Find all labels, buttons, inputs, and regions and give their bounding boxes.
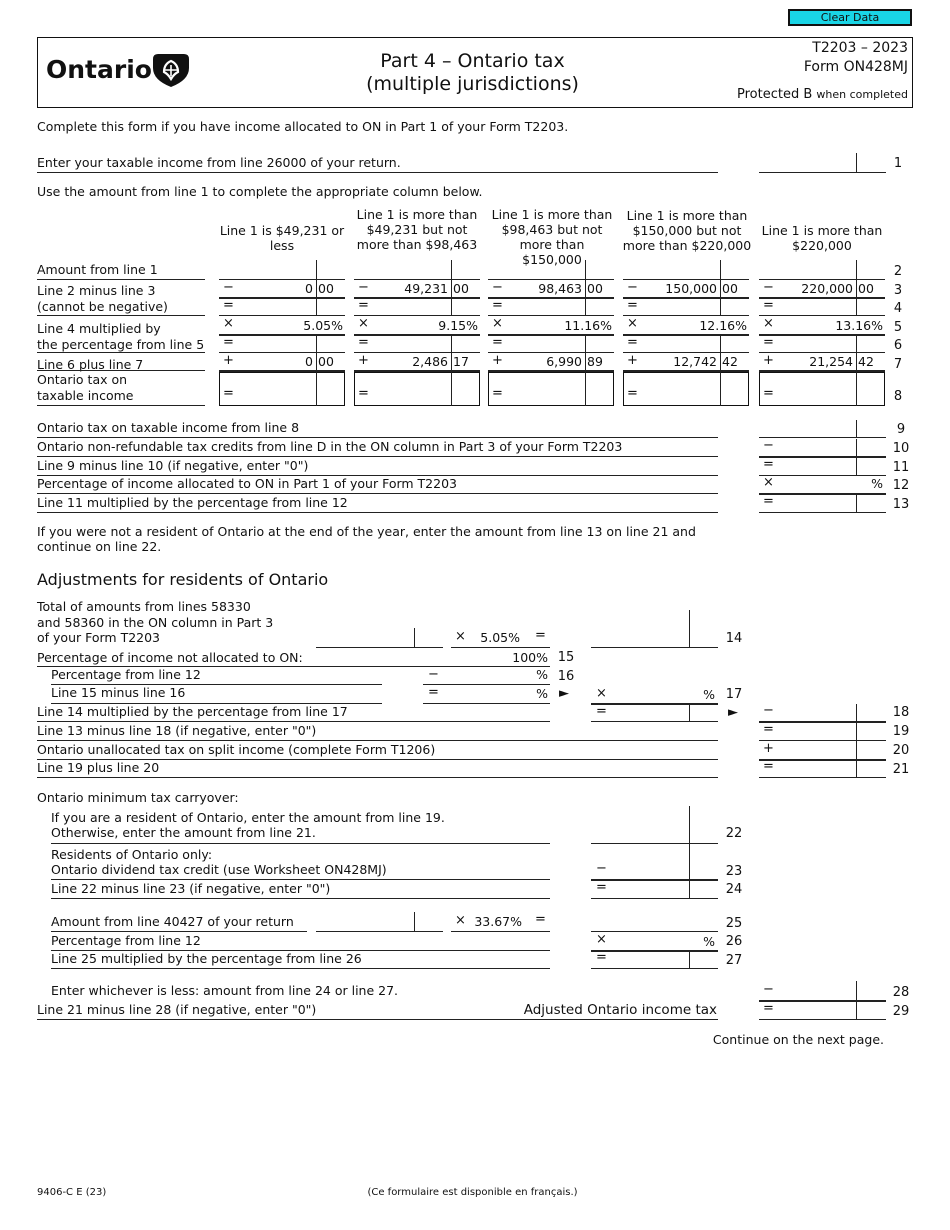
line11-operator: = (763, 457, 774, 472)
line21-field[interactable] (759, 777, 886, 778)
col3-line3-dollars: 98,463 (538, 281, 582, 296)
col2-line7-cents: 17 (453, 354, 469, 369)
col1-line4-cents-divider (316, 298, 317, 315)
line14-input-field[interactable] (316, 647, 443, 648)
line18-number: 18 (892, 705, 910, 720)
col3-line8-box[interactable] (488, 372, 614, 406)
line20-field[interactable] (759, 759, 886, 761)
col5-line3-cents: 00 (858, 281, 874, 296)
line22-divider (689, 806, 690, 843)
line9-field[interactable] (759, 437, 886, 438)
line28-minus: − (763, 982, 774, 997)
row7-underline (37, 370, 205, 371)
line9-label: Ontario tax on taxable income from line 8 (37, 420, 300, 435)
line9-divider (856, 420, 857, 437)
line20-plus: + (763, 741, 774, 756)
line17-label: Line 15 minus line 16 (51, 685, 186, 700)
col1-line3-cents-divider (316, 280, 317, 297)
line12-percent: % (871, 476, 883, 491)
col2-line6-cents-divider (451, 335, 452, 352)
line17-percent-2: % (703, 687, 715, 702)
col5-line4-cents-divider (856, 298, 857, 315)
col3-line2-field[interactable] (488, 279, 614, 280)
line10-operator: − (763, 438, 774, 453)
footer-french-note: (Ce formulaire est disponible en français.) (367, 1187, 578, 1198)
line24-equals: = (596, 880, 607, 895)
line28-field[interactable] (759, 1000, 886, 1002)
line20-divider (856, 741, 857, 759)
col3-line7-cents: 89 (587, 354, 603, 369)
line17-percent: % (536, 686, 548, 701)
col2-line8-box[interactable] (354, 372, 480, 406)
line22-label-1: If you are a resident of Ontario, enter the amount from line 19. (51, 810, 445, 825)
line29-divider (856, 1001, 857, 1019)
col3-line3-cents-divider (585, 280, 586, 297)
col4-line8-cents-divider (720, 372, 721, 406)
line17-field (423, 703, 550, 704)
col1-line5-rate: 5.05% (303, 318, 343, 333)
line14-number: 14 (725, 631, 743, 646)
protected-status (660, 87, 908, 102)
row6-underline (37, 352, 205, 353)
line3-number: 3 (893, 283, 903, 298)
col1-line3-operator: − (223, 280, 234, 295)
col5-line7-dollars: 21,254 (809, 354, 853, 369)
column-2-title: Line 1 is more than $49,231 but not more than $98,463 (356, 207, 478, 252)
line19-field[interactable] (759, 740, 886, 741)
col4-line4-cents-divider (720, 298, 721, 315)
line12-operator: × (763, 475, 774, 490)
line17-number: 17 (725, 687, 743, 702)
line1-underline (37, 172, 718, 173)
line17-equals: = (428, 685, 439, 700)
col4-line3-dollars: 150,000 (665, 281, 717, 296)
line10-underline (37, 456, 718, 457)
column-5-title: Line 1 is more than $220,000 (761, 223, 883, 253)
col2-line3-operator: − (358, 280, 369, 295)
col5-line3-field (759, 297, 885, 299)
col3-line3-operator: − (492, 280, 503, 295)
col2-line8-equals: = (358, 386, 369, 401)
line26-number: 26 (725, 934, 743, 949)
col1-line3-field (219, 297, 345, 299)
line1-label: Enter your taxable income from line 26000 of your return. (37, 155, 401, 170)
line16-number: 16 (557, 669, 575, 684)
line15-label: Percentage of income not allocated to ON: (37, 650, 303, 665)
col5-line8-cents-divider (856, 372, 857, 406)
col4-line5-rate: 12.16% (699, 318, 747, 333)
line18-field[interactable] (759, 721, 886, 723)
col5-line8-equals: = (763, 386, 774, 401)
line28-number: 28 (892, 985, 910, 1000)
row4-underline (37, 315, 205, 316)
line14-equals: = (535, 628, 546, 643)
line25-rate: 33.67% (474, 914, 522, 929)
col5-line8-box[interactable] (759, 372, 885, 406)
line10-divider (856, 439, 857, 456)
row2-label: Amount from line 1 (37, 262, 158, 277)
line28-label: Enter whichever is less: amount from line 24 or line 27. (51, 983, 399, 998)
line17-arrow-icon: ► (559, 686, 569, 701)
col2-line6-field[interactable] (354, 352, 480, 353)
row3-label: Line 2 minus line 3 (37, 283, 156, 298)
col3-line5-field (488, 334, 614, 336)
col2-line3-dollars: 49,231 (404, 281, 448, 296)
line25-underline (51, 931, 307, 932)
row4-label: (cannot be negative) (37, 299, 168, 314)
col1-line8-cents-divider (316, 372, 317, 406)
line7-number: 7 (893, 357, 903, 372)
col5-line6-field[interactable] (759, 352, 885, 353)
col1-line7-operator: + (223, 353, 234, 368)
line27-number: 27 (725, 953, 743, 968)
line29-number: 29 (892, 1004, 910, 1019)
line28-divider (856, 981, 857, 1000)
line10-field[interactable] (759, 456, 886, 458)
line23-divider (689, 844, 690, 879)
line24-field[interactable] (591, 898, 718, 899)
col3-line7-cents-divider (585, 353, 586, 370)
line1-number: 1 (893, 156, 903, 171)
row2-underline (37, 279, 205, 280)
line12-label: Percentage of income allocated to ON in Part 1 of your Form T2203 (37, 476, 457, 491)
line15-number: 15 (557, 650, 575, 665)
col1-line6-field[interactable] (219, 352, 345, 353)
line23-underline (51, 879, 550, 880)
col4-line6-cents-divider (720, 335, 721, 352)
col5-line3-operator: − (763, 280, 774, 295)
line18-minus: − (763, 703, 774, 718)
col5-line3-cents-divider (856, 280, 857, 297)
line22-field[interactable] (591, 843, 718, 844)
line25-rate-underline (451, 931, 550, 932)
col1-line6-operator: = (223, 335, 234, 350)
col3-line6-field[interactable] (488, 352, 614, 353)
line26-percent: % (703, 934, 715, 949)
col5-line7-cents: 42 (858, 354, 874, 369)
nonresident-note-1: If you were not a resident of Ontario at the end of the year, enter the amount from line 13 on line 21 and (37, 524, 696, 539)
col5-line4-operator: = (763, 298, 774, 313)
col3-line7-dollars: 6,990 (546, 354, 582, 369)
line4-number: 4 (893, 301, 903, 316)
col5-line6-cents-divider (856, 335, 857, 352)
line12-number: 12 (892, 478, 910, 493)
line21-underline (37, 777, 718, 778)
line10-number: 10 (892, 441, 910, 456)
row6-label: the percentage from line 5 (37, 337, 205, 352)
col5-line2-cents-divider (856, 260, 857, 279)
line19-divider (856, 722, 857, 740)
col4-line2-field[interactable] (623, 279, 749, 280)
line11-divider (856, 458, 857, 475)
col5-line5-rate: 13.16% (835, 318, 883, 333)
col3-line7-operator: + (492, 353, 503, 368)
line11-label: Line 9 minus line 10 (if negative, enter "0") (37, 458, 309, 473)
col3-line3-field (488, 297, 614, 299)
col2-line7-cents-divider (451, 353, 452, 370)
form-code: Form ON428MJ (803, 59, 908, 75)
line6-number: 6 (893, 338, 903, 353)
col1-line5-operator: × (223, 316, 234, 331)
footer-form-code: 9406-C E (23) (37, 1187, 107, 1198)
col4-line7-cents: 42 (722, 354, 738, 369)
col4-line7-dollars: 12,742 (673, 354, 717, 369)
adjustments-heading: Adjustments for residents of Ontario (37, 570, 329, 589)
line12-field[interactable] (759, 493, 886, 495)
col1-line8-box[interactable] (219, 372, 345, 406)
line14-label-3: of your Form T2203 (37, 630, 161, 645)
line14-input-divider (414, 628, 415, 647)
line1-field[interactable] (759, 172, 886, 173)
line14-result-divider (689, 610, 690, 647)
col2-line3-cents-divider (451, 280, 452, 297)
line14-result-field[interactable] (591, 647, 718, 648)
col2-line4-operator: = (358, 298, 369, 313)
protected-suffix: when completed (816, 88, 908, 101)
col2-line7-operator: + (358, 353, 369, 368)
col4-line7-operator: + (627, 353, 638, 368)
col4-line5-operator: × (627, 316, 638, 331)
line25-label: Amount from line 40427 of your return (51, 914, 294, 929)
col2-line8-cents-divider (451, 372, 452, 406)
line26-field[interactable] (591, 950, 718, 952)
row8-label-2: taxable income (37, 388, 134, 403)
col3-line4-operator: = (492, 298, 503, 313)
line29-equals: = (763, 1001, 774, 1016)
col4-line3-operator: − (627, 280, 638, 295)
line11-number: 11 (892, 460, 910, 475)
col1-line4-operator: = (223, 298, 234, 313)
line25-times: × (455, 913, 466, 928)
line21-number: 21 (892, 762, 910, 777)
line18-mid-divider (689, 704, 690, 721)
line29-field[interactable] (759, 1019, 886, 1020)
col2-line3-field (354, 297, 480, 299)
col1-line6-cents-divider (316, 335, 317, 352)
col2-line2-cents-divider (451, 260, 452, 279)
line12-underline (37, 493, 718, 494)
line29-underline (37, 1019, 718, 1020)
line16-minus: − (428, 667, 439, 682)
col5-line7-operator: + (763, 353, 774, 368)
line19-number: 19 (892, 724, 910, 739)
col3-line5-operator: × (492, 316, 503, 331)
line13-field[interactable] (759, 512, 886, 513)
line21-label: Line 19 plus line 20 (37, 760, 160, 775)
clear-data-button[interactable]: Clear Data (788, 9, 912, 26)
col3-line3-cents: 00 (587, 281, 603, 296)
line16-percent: % (536, 667, 548, 682)
col3-line6-operator: = (492, 335, 503, 350)
col3-line8-equals: = (492, 386, 503, 401)
col5-line2-field[interactable] (759, 279, 885, 280)
continue-note: Continue on the next page. (712, 1032, 884, 1047)
line2-number: 2 (893, 264, 903, 279)
col4-line3-cents-divider (720, 280, 721, 297)
line13-number: 13 (892, 497, 910, 512)
line13-underline (37, 512, 718, 513)
row5-label: Line 4 multiplied by (37, 321, 161, 336)
col3-line2-cents-divider (585, 260, 586, 279)
col1-line3-dollars: 0 (305, 281, 313, 296)
line27-underline (51, 968, 550, 969)
line14-rate: 5.05% (480, 630, 520, 645)
line21-equals: = (763, 759, 774, 774)
line16-field[interactable] (423, 684, 550, 685)
col5-line5-operator: × (763, 316, 774, 331)
line14-label-2: and 58360 in the ON column in Part 3 (37, 615, 274, 630)
line23-number: 23 (725, 864, 743, 879)
col1-line7-cents-divider (316, 353, 317, 370)
column-1-title: Line 1 is $49,231 or less (219, 223, 345, 253)
col4-line4-operator: = (627, 298, 638, 313)
col2-line7-dollars: 2,486 (412, 354, 448, 369)
line25-input-divider (414, 912, 415, 931)
form-year: T2203 – 2023 (812, 40, 908, 56)
col1-line4-field[interactable] (219, 315, 345, 316)
line17-times: × (596, 686, 607, 701)
line24-divider (689, 880, 690, 898)
row8-underline (37, 405, 205, 406)
use-amount-text: Use the amount from line 1 to complete the appropriate column below. (37, 184, 483, 199)
col2-line2-field[interactable] (354, 279, 480, 280)
line18-divider (856, 704, 857, 721)
line27-divider (689, 951, 690, 968)
col2-line4-field[interactable] (354, 315, 480, 316)
col3-line4-cents-divider (585, 298, 586, 315)
col1-line2-field[interactable] (219, 279, 345, 280)
col4-line3-field (623, 297, 749, 299)
line13-operator: = (763, 494, 774, 509)
line13-label: Line 11 multiplied by the percentage from line 12 (37, 495, 348, 510)
column-4-title: Line 1 is more than $150,000 but not more than $220,000 (622, 208, 752, 253)
line26-label: Percentage from line 12 (51, 933, 201, 948)
line13-divider (856, 495, 857, 512)
col2-line5-field (354, 334, 480, 336)
line14-times: × (455, 629, 466, 644)
line8-number: 8 (893, 389, 903, 404)
form-title-line1: Part 4 – Ontario tax (380, 50, 565, 72)
line25-equals: = (535, 912, 546, 927)
line9-underline (37, 437, 718, 438)
ontario-logo-text: Ontario (46, 55, 152, 84)
line16-label: Percentage from line 12 (51, 667, 201, 682)
line19-underline (37, 740, 718, 741)
line29-right-label: Adjusted Ontario income tax (523, 1002, 717, 1018)
col1-line3-cents: 00 (318, 281, 334, 296)
col3-line6-cents-divider (585, 335, 586, 352)
col3-line5-rate: 11.16% (564, 318, 612, 333)
line23-field[interactable] (591, 879, 718, 881)
line23-label-2: Ontario dividend tax credit (use Worksheet ON428MJ) (51, 862, 387, 877)
min-tax-heading: Ontario minimum tax carryover: (37, 790, 239, 805)
line14-label-1: Total of amounts from lines 58330 (37, 599, 251, 614)
col1-line7-cents: 00 (318, 354, 334, 369)
nonresident-note-2: continue on line 22. (37, 539, 162, 554)
col5-line3-dollars: 220,000 (801, 281, 853, 296)
col2-line6-operator: = (358, 335, 369, 350)
line18-label: Line 14 multiplied by the percentage from line 17 (37, 704, 348, 719)
line5-number: 5 (893, 320, 903, 335)
row7-label: Line 6 plus line 7 (37, 357, 144, 372)
col2-line5-rate: 9.15% (438, 318, 478, 333)
line27-field[interactable] (591, 968, 718, 969)
line14-rate-underline (451, 647, 550, 648)
col1-line5-field (219, 334, 345, 336)
col4-line6-field[interactable] (623, 352, 749, 353)
line18-underline (37, 721, 550, 722)
col5-line4-field[interactable] (759, 315, 885, 316)
line20-number: 20 (892, 743, 910, 758)
col1-line2-cents-divider (316, 260, 317, 279)
line27-label: Line 25 multiplied by the percentage from line 26 (51, 951, 362, 966)
line15-value: 100% (512, 650, 548, 665)
col4-line8-box[interactable] (623, 372, 749, 406)
line29-label: Line 21 minus line 28 (if negative, enter "0") (37, 1002, 317, 1017)
line24-label: Line 22 minus line 23 (if negative, enter "0") (51, 881, 331, 896)
line26-times: × (596, 932, 607, 947)
col3-line4-field[interactable] (488, 315, 614, 316)
row8-label: Ontario tax on (37, 372, 128, 387)
col4-line4-field[interactable] (623, 315, 749, 316)
line10-label: Ontario non-refundable tax credits from line D in the ON column in Part 3 of your Form T2203 (37, 439, 623, 454)
protected-label: Protected B (737, 87, 813, 102)
line9-number: 9 (896, 422, 906, 437)
col4-line8-equals: = (627, 386, 638, 401)
trillium-logo-icon (152, 52, 190, 88)
line24-number: 24 (725, 882, 743, 897)
intro-text: Complete this form if you have income allocated to ON in Part 1 of your Form T2203. (37, 119, 569, 134)
line21-divider (856, 760, 857, 777)
line22-label-2: Otherwise, enter the amount from line 21. (51, 825, 316, 840)
col5-line7-cents-divider (856, 353, 857, 370)
line22-number: 22 (725, 826, 743, 841)
line22-underline (51, 843, 550, 844)
col4-line6-operator: = (627, 335, 638, 350)
col2-line4-cents-divider (451, 298, 452, 315)
line18-equals: = (596, 704, 607, 719)
line27-equals: = (596, 950, 607, 965)
col1-line8-equals: = (223, 386, 234, 401)
col4-line2-cents-divider (720, 260, 721, 279)
line25-field[interactable] (591, 931, 718, 932)
col5-line5-field (759, 334, 885, 336)
col3-line8-cents-divider (585, 372, 586, 406)
col4-line7-cents-divider (720, 353, 721, 370)
line19-label: Line 13 minus line 18 (if negative, enter "0") (37, 723, 317, 738)
col5-line6-operator: = (763, 335, 774, 350)
line18-mid-field[interactable] (591, 721, 718, 722)
col1-line7-dollars: 0 (305, 354, 313, 369)
line20-label: Ontario unallocated tax on split income (complete Form T1206) (37, 742, 436, 757)
line18-arrow-icon: ► (728, 705, 738, 720)
col2-line3-cents: 00 (453, 281, 469, 296)
line1-cents-divider (856, 153, 857, 172)
line25-input-field[interactable] (316, 931, 443, 932)
col4-line5-field (623, 334, 749, 336)
col4-line3-cents: 00 (722, 281, 738, 296)
col2-line5-operator: × (358, 316, 369, 331)
column-3-title: Line 1 is more than $98,463 but not more than $150,000 (491, 207, 613, 267)
form-title-line2: (multiple jurisdictions) (366, 73, 579, 95)
line23-minus: − (596, 861, 607, 876)
line19-equals: = (763, 722, 774, 737)
line24-underline (51, 898, 550, 899)
line23-label-1: Residents of Ontario only: (51, 847, 213, 862)
line25-number: 25 (725, 916, 743, 931)
line17-percent-field[interactable] (591, 703, 718, 705)
